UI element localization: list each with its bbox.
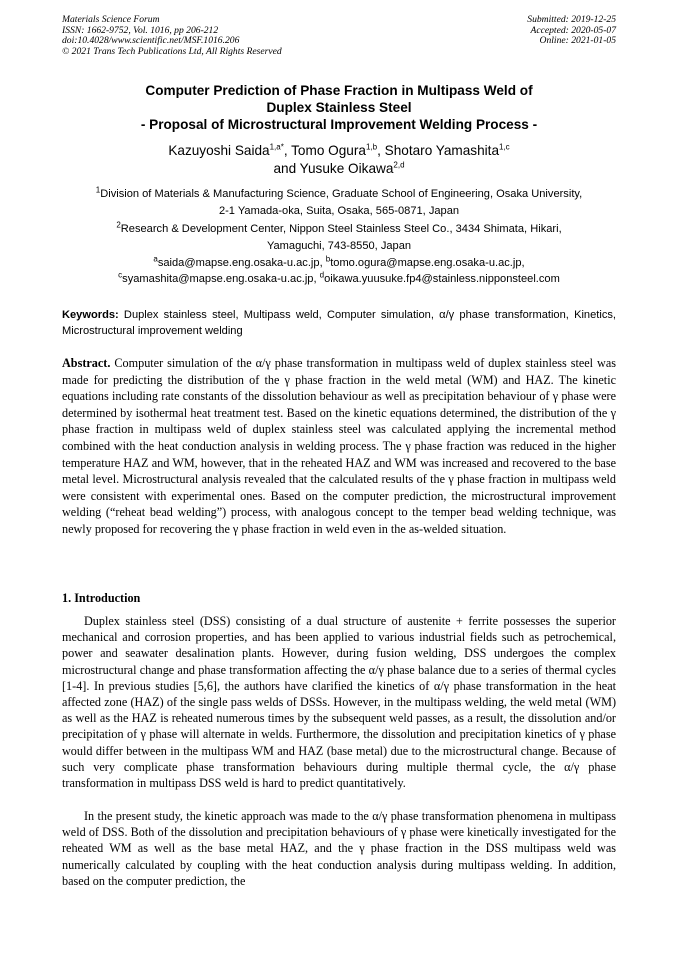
author-affiliation-mark: 1,a* (269, 142, 284, 152)
author-affiliation-mark: 1,b (365, 142, 378, 152)
author-separator: , (283, 143, 292, 158)
email-mark: c (118, 269, 123, 279)
author-list (62, 142, 616, 178)
affiliation-2 (62, 221, 616, 255)
paper-title (62, 82, 616, 133)
affiliation-mark: 2 (116, 220, 121, 230)
keywords (62, 307, 616, 339)
email-mark: b (325, 254, 331, 264)
body-paragraph: Duplex stainless steel (DSS) consisting of a dual structure of austenite + ferrite possesses the superior mechanical and corrosion properties, and has been applied to various industrial fields such as petrochemical, power and seawater desalination plants. However, during fusion welding, DSS undergoes the complex microstructural change and phase transformation affecting the α/γ phase balance due to a series of thermal cycles [1-4]. In previous studies [5,6], the authors have clarified the kinetics of α/γ phase transformation in the heat affected zone (HAZ) of the single pass welds of DSSs. However, in the multipass welding, the weld metal (WM) as well as the HAZ is reheated numerous times by the subsequent weld passes, as a result, the dissolution and/or precipitation of γ phase will alternate in welds. Furthermore, the dissolution and precipitation kinetics of γ phase would differ between in the multipass WM and HAZ (base metal) due to the microstructural change. Because of such very complicate phase transformation behaviours during multiple thermal cycle, the α/γ phase transformation in multipass DSS weld is hard to predict quantitatively. (62, 614, 616, 791)
accepted-date: Accepted: 2020-05-07 (530, 24, 616, 36)
author-line (62, 142, 616, 160)
keywords-label: Keywords: (62, 309, 119, 321)
author-affiliation-mark: 2,d (393, 160, 405, 170)
affiliation-text: Research & Development Center, Nippon Steel Stainless Steel Co., 3434 Shimata, Hikari, (120, 223, 562, 235)
journal-name: Materials Science Forum (62, 14, 160, 25)
affiliation-text: Division of Materials & Manufacturing Science, Graduate School of Engineering, Osaka University, (100, 188, 583, 200)
publication-dates (527, 15, 616, 47)
title-line: - Proposal of Microstructural Improvement Welding Process - (140, 117, 538, 132)
affiliation-line: Yamaguchi, 743-8550, Japan (266, 240, 412, 252)
submitted-date: Submitted: 2019-12-25 (527, 14, 616, 25)
email-address: tomo.ogura@mapse.eng.osaka-u.ac.jp, (330, 257, 525, 269)
author-line (62, 160, 616, 178)
affiliation-line (62, 186, 616, 203)
email-mark: d (319, 269, 325, 279)
keywords-text: Duplex stainless steel, Multipass weld, Computer simulation, α/γ phase transformation, Kinetics, Microstructural improvement welding (62, 309, 616, 337)
email-address: saida@mapse.eng.osaka-u.ac.jp, (157, 257, 326, 269)
affiliation-1 (62, 186, 616, 220)
email-address: syamashita@mapse.eng.osaka-u.ac.jp, (122, 272, 320, 285)
author-name: Kazuyoshi Saida (168, 143, 270, 158)
author-name: and Yusuke Oikawa (273, 161, 394, 176)
section-heading: 1. Introduction (62, 591, 141, 605)
title-line: Duplex Stainless Steel (266, 100, 412, 115)
abstract-text: Computer simulation of the α/γ phase transformation in multipass weld of duplex stainless steel was made for predicting the distribution of the γ phase fraction in the weld metal (WM) and HAZ. The kinetic equations including rate constants of the dissolution behaviour as well as precipitation behaviour of γ phase were determined by isothermal heat treatment test. Based on the kinetic equations determined, the distribution of the γ phase fraction in multipass weld of duplex stainless steel was calculated applying the incremental method combined with the heat conduction analysis in welding process. The γ phase fraction was reduced in the higher temperature HAZ and WM, however, that in the reheated HAZ and WM was increased and recovered to the base metal level. Microstructural analysis revealed that the calculated results of the γ phase fraction in multipass weld were consistent with experimental ones. Based on the computer prediction, the microstructural improvement welding (“reheat bead welding”) process, with analogous concept to the temper bead welding technique, was newly proposed for recovering the γ phase fraction in weld even in the as-welded situation. (62, 356, 616, 536)
author-name: Shotaro Yamashita (384, 143, 499, 158)
body-paragraph: In the present study, the kinetic approach was made to the α/γ phase transformation phenomena in multipass weld of DSS. Both of the dissolution and precipitation behaviours of γ phase were kinetically investigated for the reheated WM as well as the base metal HAZ, and the γ phase fraction in the DSS multipass weld was numerically calculated by coupling with the heat conduction analysis during multipass welding. In addition, based on the computer prediction, the (62, 809, 616, 888)
title-line: Computer Prediction of Phase Fraction in Multipass Weld of (145, 83, 533, 98)
email-address: oikawa.yuusuke.fp4@stainless.nipponsteel.com (324, 272, 560, 285)
email-line (62, 256, 616, 272)
affiliation-mark: 1 (95, 185, 101, 195)
online-date: Online: 2021-01-05 (539, 35, 616, 47)
author-name: Tomo Ogura (291, 143, 366, 158)
email-mark: a (153, 254, 158, 264)
author-separator: , (377, 143, 385, 158)
issn: ISSN: 1662-9752, Vol. 1016, pp 206-212 (62, 24, 219, 36)
abstract-label: Abstract. (62, 356, 111, 370)
journal-info (62, 15, 282, 57)
affiliation-line: 2-1 Yamada-oka, Suita, Osaka, 565-0871, Japan (218, 205, 460, 217)
email-line (62, 269, 616, 288)
doi: doi:10.4028/www.scientific.net/MSF.1016.206 (62, 35, 240, 47)
email-list (62, 256, 616, 287)
author-affiliation-mark: 1,c (499, 142, 510, 152)
affiliation-line (62, 221, 616, 238)
abstract (62, 355, 616, 538)
copyright: © 2021 Trans Tech Publications Ltd, All Rights Reserved (62, 45, 282, 57)
